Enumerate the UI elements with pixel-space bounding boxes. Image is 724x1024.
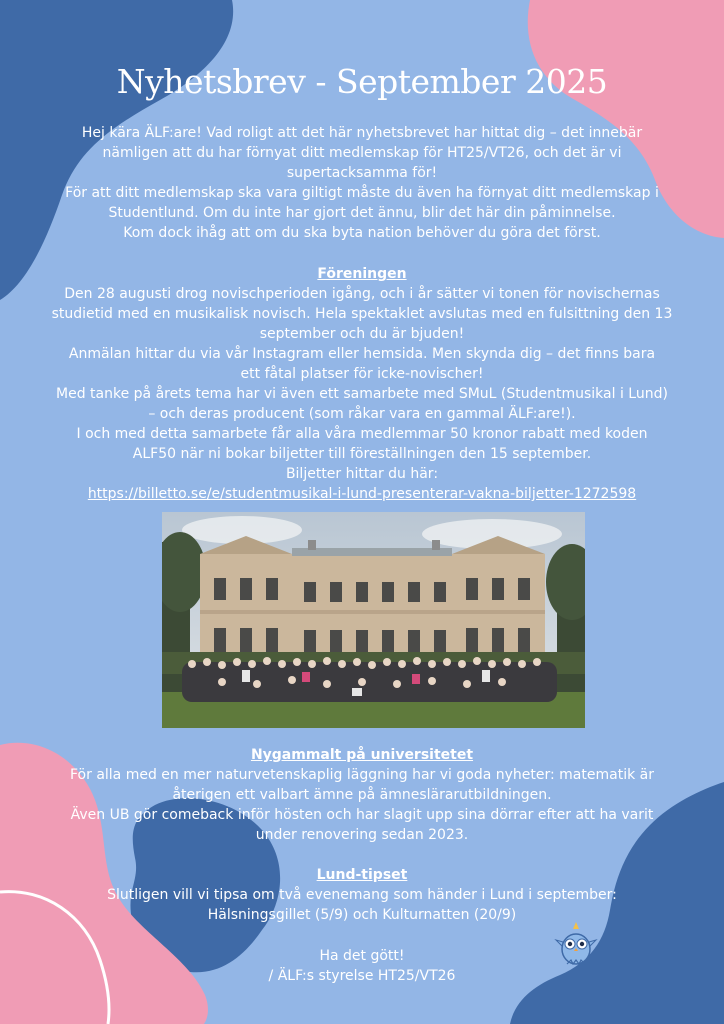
nygammalt-line: För alla med en mer naturvetenskaplig läggning har vi goda nyheter: matematik är: [70, 767, 654, 783]
tipset-line: Hälsningsgillet (5/9) och Kulturnatten (20/9): [207, 907, 517, 923]
newsletter-title: Nyhetsbrev - September 2025: [116, 62, 608, 101]
closing-greeting: Ha det gött!: [319, 948, 405, 964]
nygammalt-line: Även UB gör comeback inför hösten och har slagit upp sina dörrar efter att ha varit: [70, 807, 654, 823]
owl-mascot-icon: [553, 922, 599, 968]
foreningen-line: – och deras producent (som råkar vara en gammal ÄLF:are!).: [148, 406, 576, 422]
intro-line: Hej kära ÄLF:are! Vad roligt att det här nyhetsbrevet har hittat dig – det innebär: [81, 125, 643, 141]
foreningen-line: I och med detta samarbete får alla våra medlemmar 50 kronor rabatt med koden: [76, 426, 648, 442]
foreningen-line: ett fåtal platser för icke-novischer!: [240, 366, 484, 382]
foreningen-line: ALF50 när ni bokar biljetter till föreställningen den 15 september.: [132, 446, 592, 462]
group-photo-image: [162, 512, 585, 728]
foreningen-line: Med tanke på årets tema har vi även ett samarbete med SMuL (Studentmusikal i Lund): [56, 386, 668, 402]
closing-signature: / ÄLF:s styrelse HT25/VT26: [268, 968, 456, 984]
foreningen-section: [40, 264, 684, 504]
tipset-heading: Lund-tipset: [316, 867, 408, 883]
foreningen-heading: Föreningen: [317, 266, 407, 282]
tickets-link[interactable]: https://billetto.se/e/studentmusikal-i-lund-presenterar-vakna-biljetter-1272598: [87, 486, 637, 502]
tipset-line: Slutligen vill vi tipsa om två evenemang som händer i Lund i september:: [107, 887, 617, 903]
tipset-section: [60, 865, 664, 925]
intro-line: nämligen att du har förnyat ditt medlemskap för HT25/VT26, och det är vi: [102, 145, 622, 161]
foreningen-line: Den 28 augusti drog novischperioden igång, och i år sätter vi tonen för novischernas: [64, 286, 660, 302]
nygammalt-section: [60, 745, 664, 845]
foreningen-line: Biljetter hittar du här:: [285, 466, 439, 482]
nygammalt-line: under renovering sedan 2023.: [255, 827, 469, 843]
intro-section: [60, 123, 664, 243]
intro-line: För att ditt medlemskap ska vara giltigt måste du även ha förnyat ditt medlemskap i: [65, 185, 659, 201]
intro-line: supertacksamma för!: [286, 165, 438, 181]
foreningen-line: studietid med en musikalisk novisch. Hela spektaklet avslutas med en fulsittning den 13: [51, 306, 673, 322]
group-photo: [162, 512, 585, 728]
nygammalt-line: återigen ett valbart ämne på ämneslärarutbildningen.: [172, 787, 552, 803]
foreningen-line: september och du är bjuden!: [259, 326, 465, 342]
intro-line: Studentlund. Om du inte har gjort det ännu, blir det här din påminnelse.: [108, 205, 616, 221]
intro-line: Kom dock ihåg att om du ska byta nation behöver du göra det först.: [123, 225, 601, 241]
nygammalt-heading: Nygammalt på universitetet: [250, 747, 474, 763]
foreningen-line: Anmälan hittar du via vår Instagram eller hemsida. Men skynda dig – det finns bara: [68, 346, 656, 362]
